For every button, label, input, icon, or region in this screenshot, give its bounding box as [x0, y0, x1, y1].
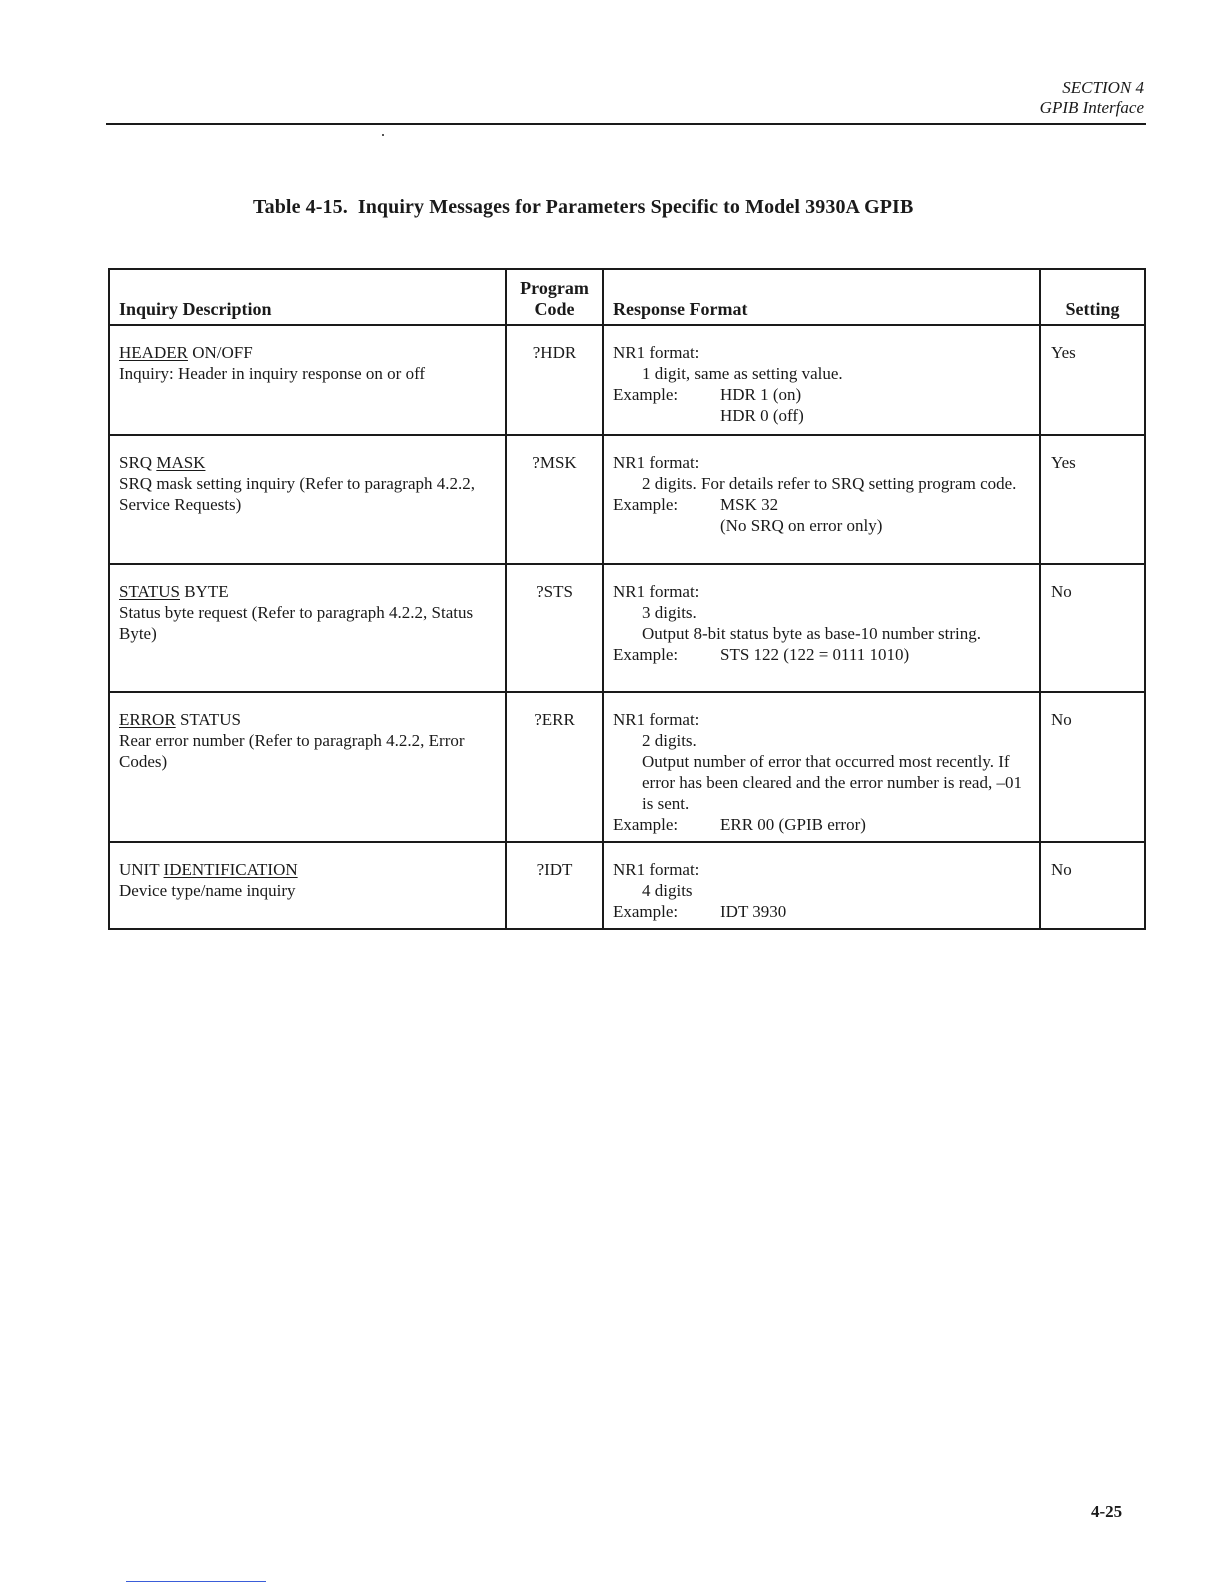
setting-cell: No	[1040, 564, 1145, 692]
response-format-cell	[603, 325, 1040, 435]
format-detail: Output 8-bit status byte as base-10 number string.	[642, 624, 982, 643]
format-type: NR1 format:	[613, 582, 700, 601]
format-detail: 4 digits	[642, 881, 693, 900]
page-number: 4-25	[1091, 1502, 1123, 1521]
description-cell	[109, 325, 506, 435]
col-header-response-format: Response Format	[603, 269, 1040, 325]
response-format-cell	[603, 692, 1040, 842]
table-row	[109, 692, 1145, 842]
format-type: NR1 format:	[613, 710, 700, 729]
header-subsection: GPIB Interface	[1039, 98, 1144, 117]
message-description: Device type/name inquiry	[119, 881, 296, 900]
table-row	[109, 842, 1145, 929]
description-cell	[109, 692, 506, 842]
setting-cell: No	[1040, 692, 1145, 842]
description-cell	[109, 435, 506, 564]
example-line: Example: STS 122 (122 = 0111 1010)	[613, 645, 910, 664]
message-title: ERROR STATUS	[119, 710, 241, 729]
col-header-code-line2: Code	[534, 299, 575, 319]
message-keyword: HEADER	[119, 343, 188, 362]
col-header-program-code	[506, 269, 603, 325]
program-code-cell: ?STS	[506, 564, 603, 692]
format-detail: 2 digits.	[642, 731, 697, 750]
format-detail: 2 digits. For details refer to SRQ setting program code.	[642, 474, 1017, 493]
program-code-cell: ?MSK	[506, 435, 603, 564]
message-description: Status byte request (Refer to paragraph 4.2.2, Status Byte)	[119, 603, 474, 643]
format-detail: 3 digits.	[642, 603, 697, 622]
format-type: NR1 format:	[613, 453, 700, 472]
program-code-cell: ?IDT	[506, 842, 603, 929]
format-detail: Output number of error that occurred most recently. If error has been cleared and the error number is read, –01 is sent.	[642, 752, 1022, 813]
scan-speck	[382, 134, 384, 136]
table-row	[109, 325, 1145, 435]
response-format-cell	[603, 842, 1040, 929]
message-keyword: STATUS	[119, 582, 180, 601]
setting-cell: Yes	[1040, 435, 1145, 564]
message-description: Rear error number (Refer to paragraph 4.2.2, Error Codes)	[119, 731, 465, 771]
message-title: STATUS BYTE	[119, 582, 229, 601]
col-header-description: Inquiry Description	[109, 269, 506, 325]
table-caption: Inquiry Messages for Parameters Specific to Model 3930A GPIB	[357, 196, 914, 218]
footer-link-underline	[126, 1581, 266, 1582]
table-row	[109, 564, 1145, 692]
program-code-cell: ?HDR	[506, 325, 603, 435]
setting-cell: No	[1040, 842, 1145, 929]
table-header-row	[109, 269, 1145, 325]
col-header-setting: Setting	[1040, 269, 1145, 325]
message-title: UNIT IDENTIFICATION	[119, 860, 298, 879]
format-detail: 1 digit, same as setting value.	[642, 364, 843, 383]
table-title	[253, 196, 913, 219]
message-title: HEADER ON/OFF	[119, 343, 253, 362]
response-format-cell	[603, 564, 1040, 692]
description-cell	[109, 842, 506, 929]
message-keyword: IDENTIFICATION	[163, 860, 298, 879]
header-section: SECTION 4	[1062, 78, 1144, 97]
format-type: NR1 format:	[613, 343, 700, 362]
format-type: NR1 format:	[613, 860, 700, 879]
running-header	[1040, 78, 1144, 118]
example-line: Example: ERR 00 (GPIB error)	[613, 815, 866, 834]
message-title: SRQ MASK	[119, 453, 206, 472]
inquiry-messages-table	[108, 268, 1146, 930]
example-line: Example: IDT 3930	[613, 902, 787, 921]
example-line: Example: HDR 1 (on)	[613, 385, 802, 404]
message-keyword: ERROR	[119, 710, 176, 729]
response-format-cell	[603, 435, 1040, 564]
message-description: Inquiry: Header in inquiry response on or off	[119, 364, 426, 383]
table-number: Table 4-15.	[253, 196, 348, 218]
example-line: HDR 0 (off)	[720, 406, 804, 425]
description-cell	[109, 564, 506, 692]
example-line: Example: MSK 32	[613, 495, 779, 514]
message-keyword: MASK	[156, 453, 206, 472]
table-row	[109, 435, 1145, 564]
col-header-code-line1: Program	[520, 278, 589, 298]
header-rule	[106, 123, 1146, 125]
example-line: (No SRQ on error only)	[720, 516, 883, 535]
program-code-cell: ?ERR	[506, 692, 603, 842]
setting-cell: Yes	[1040, 325, 1145, 435]
message-description: SRQ mask setting inquiry (Refer to paragraph 4.2.2, Service Requests)	[119, 474, 475, 514]
